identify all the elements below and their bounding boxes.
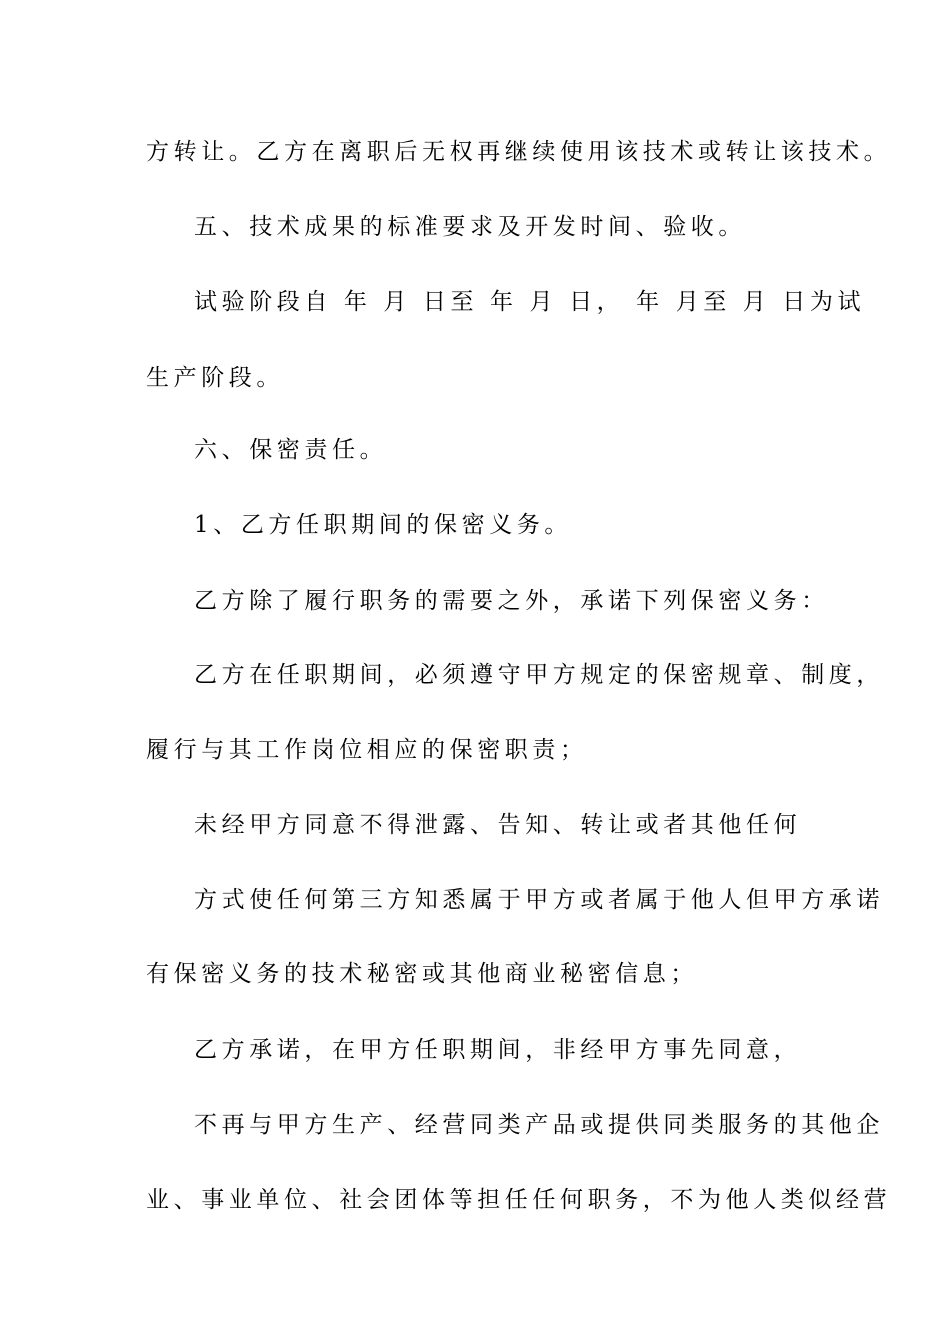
text-line: 未经甲方同意不得泄露、告知、转让或者其他任何 [194,812,802,838]
text-line: 方转让。乙方在离职后无权再继续使用该技术或转让该技术。 [146,139,892,165]
section-heading-5: 五、技术成果的标准要求及开发时间、验收。 [194,214,746,240]
text-line: 业、事业单位、社会团体等担任任何职务，不为他人类似经营 [146,1187,892,1213]
text-line: 乙方承诺，在甲方任职期间，非经甲方事先同意， [194,1037,802,1063]
text-line: 生产阶段。 [146,365,284,391]
text-line: 乙方除了履行职务的需要之外，承诺下列保密义务： [194,588,829,614]
subsection-heading-1: 1、乙方任职期间的保密义务。 [194,512,573,538]
text-line: 方式使任何第三方知悉属于甲方或者属于他人但甲方承诺 [194,887,884,913]
text-line: 试验阶段自 年 月 日至 年 月 日， 年 月至 月 日为试 [194,289,866,315]
text-line: 履行与其工作岗位相应的保密职责； [146,737,588,763]
section-heading-6: 六、保密责任。 [194,437,388,463]
text-line: 有保密义务的技术秘密或其他商业秘密信息； [146,961,698,987]
text-line: 乙方在任职期间，必须遵守甲方规定的保密规章、制度， [194,662,884,688]
text-line: 不再与甲方生产、经营同类产品或提供同类服务的其他企 [194,1112,884,1138]
